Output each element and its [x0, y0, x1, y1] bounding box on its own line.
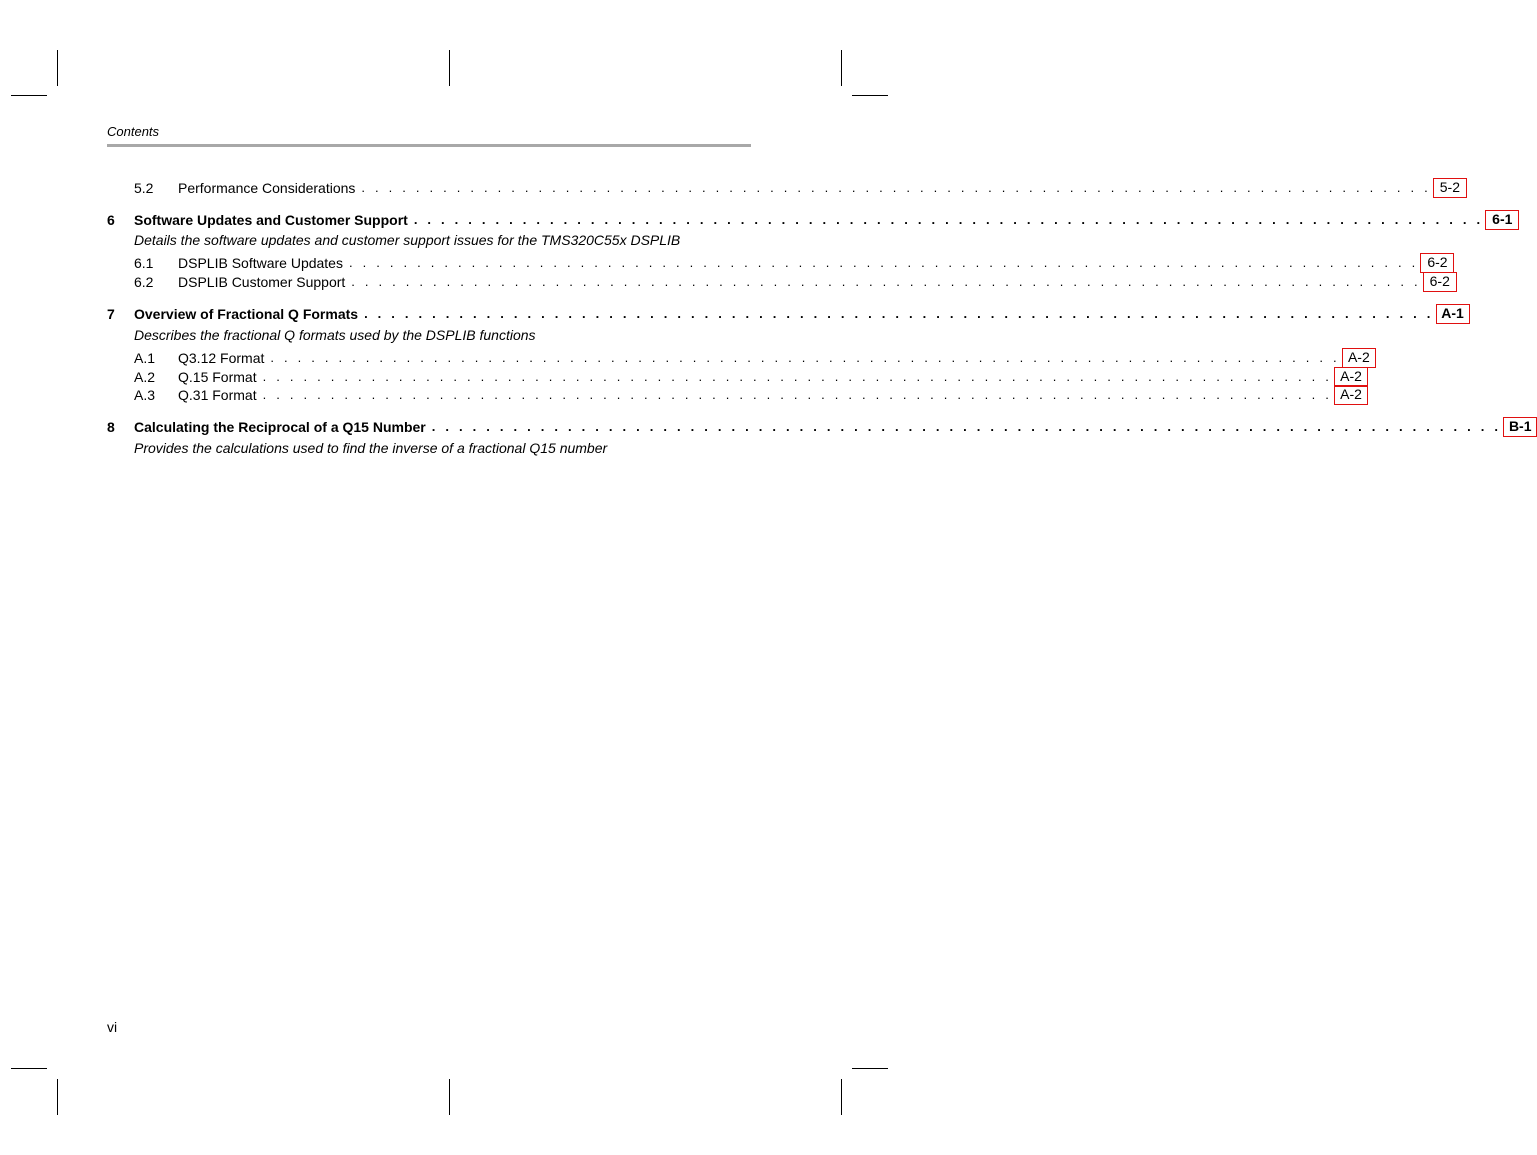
toc-section-6-2[interactable] [107, 272, 1450, 292]
dot-leader: . . . . . . . . . . . . . . . . . . . . . . . . . . . . . . . . . . . . . . . . . . . . . . . . . . . . . . . . . . . . . . . . . . . . . . . . . . . . . . . [348, 255, 1419, 270]
page-link[interactable]: B-1 [1503, 417, 1537, 437]
page-link[interactable]: 5-2 [1433, 178, 1467, 198]
dot-leader: . . . . . . . . . . . . . . . . . . . . . . . . . . . . . . . . . . . . . . . . . . . . . . . . . . . . . . . . . . . . . . . . . . . . . . . . . . . . . . . [270, 350, 1340, 365]
section-number: 6.2 [134, 274, 154, 290]
chapter-description: Details the software updates and customer support issues for the TMS320C55x DSPLIB [134, 232, 681, 248]
crop-mark [841, 1079, 842, 1115]
toc-chapter-6[interactable] [107, 210, 1513, 230]
chapter-number: 8 [107, 419, 115, 435]
crop-mark [852, 95, 888, 96]
section-title: Q3.12 Format [178, 350, 265, 366]
section-number: 5.2 [134, 180, 154, 196]
crop-mark [449, 50, 450, 86]
dot-leader: . . . . . . . . . . . . . . . . . . . . . . . . . . . . . . . . . . . . . . . . . . . . . . . . . . . . . . . . . . . . . . . . . . . . . . . . . . . . . . . [361, 180, 1431, 195]
page-link[interactable]: A-1 [1436, 304, 1470, 324]
section-number: A.3 [134, 387, 156, 403]
page-link[interactable]: 6-1 [1485, 210, 1519, 230]
chapter-description: Describes the fractional Q formats used by the DSPLIB functions [134, 327, 536, 343]
chapter-title: Calculating the Reciprocal of a Q15 Number [134, 419, 426, 435]
page-link[interactable]: 6-2 [1423, 272, 1457, 292]
chapter-number: 6 [107, 212, 115, 228]
running-head: Contents [107, 124, 160, 139]
dot-leader: . . . . . . . . . . . . . . . . . . . . . . . . . . . . . . . . . . . . . . . . . . . . . . . . . . . . . . . . . . . . . . . . . . . . . . . . . . . . . . . [431, 419, 1502, 434]
crop-mark [57, 50, 58, 86]
section-title: Performance Considerations [178, 180, 356, 196]
toc-section-5-2[interactable] [107, 178, 1460, 198]
dot-leader: . . . . . . . . . . . . . . . . . . . . . . . . . . . . . . . . . . . . . . . . . . . . . . . . . . . . . . . . . . . . . . . . . . . . . . . . . . . . . . . [413, 212, 1484, 227]
section-title: Q.15 Format [178, 369, 257, 385]
section-title: DSPLIB Customer Support [178, 274, 346, 290]
section-number: A.1 [134, 350, 156, 366]
dot-leader: . . . . . . . . . . . . . . . . . . . . . . . . . . . . . . . . . . . . . . . . . . . . . . . . . . . . . . . . . . . . . . . . . . . . . . . . . . . . . . . [262, 369, 1333, 384]
chapter-title: Overview of Fractional Q Formats [134, 306, 359, 322]
crop-mark [841, 50, 842, 86]
section-number: A.2 [134, 369, 156, 385]
section-title: Q.31 Format [178, 387, 257, 403]
page-link[interactable]: A-2 [1342, 348, 1376, 368]
section-title: DSPLIB Software Updates [178, 255, 343, 271]
chapter-title: Software Updates and Customer Support [134, 212, 408, 228]
crop-mark [11, 1068, 47, 1069]
dot-leader: . . . . . . . . . . . . . . . . . . . . . . . . . . . . . . . . . . . . . . . . . . . . . . . . . . . . . . . . . . . . . . . . . . . . . . . . . . . . . . . [262, 387, 1333, 402]
crop-mark [11, 95, 47, 96]
toc-section-a-1[interactable] [107, 348, 1370, 368]
chapter-number: 7 [107, 306, 115, 322]
header-rule [107, 144, 751, 147]
toc-section-a-2[interactable] [107, 367, 1362, 387]
dot-leader: . . . . . . . . . . . . . . . . . . . . . . . . . . . . . . . . . . . . . . . . . . . . . . . . . . . . . . . . . . . . . . . . . . . . . . . . . . . . . . . [364, 306, 1434, 321]
crop-mark [57, 1079, 58, 1115]
toc-chapter-7[interactable] [107, 304, 1464, 324]
page-link[interactable]: 6-2 [1420, 253, 1454, 273]
page-link[interactable]: A-2 [1334, 367, 1368, 387]
crop-mark [852, 1068, 888, 1069]
chapter-description: Provides the calculations used to find the inverse of a fractional Q15 number [134, 440, 608, 456]
toc-section-a-3[interactable] [107, 385, 1362, 405]
dot-leader: . . . . . . . . . . . . . . . . . . . . . . . . . . . . . . . . . . . . . . . . . . . . . . . . . . . . . . . . . . . . . . . . . . . . . . . . . . . . . . . [351, 274, 1421, 289]
toc-chapter-8[interactable] [107, 417, 1532, 437]
toc-section-6-1[interactable] [107, 253, 1448, 273]
section-number: 6.1 [134, 255, 154, 271]
page-link[interactable]: A-2 [1334, 385, 1368, 405]
page-number: vi [107, 1019, 118, 1035]
crop-mark [449, 1079, 450, 1115]
